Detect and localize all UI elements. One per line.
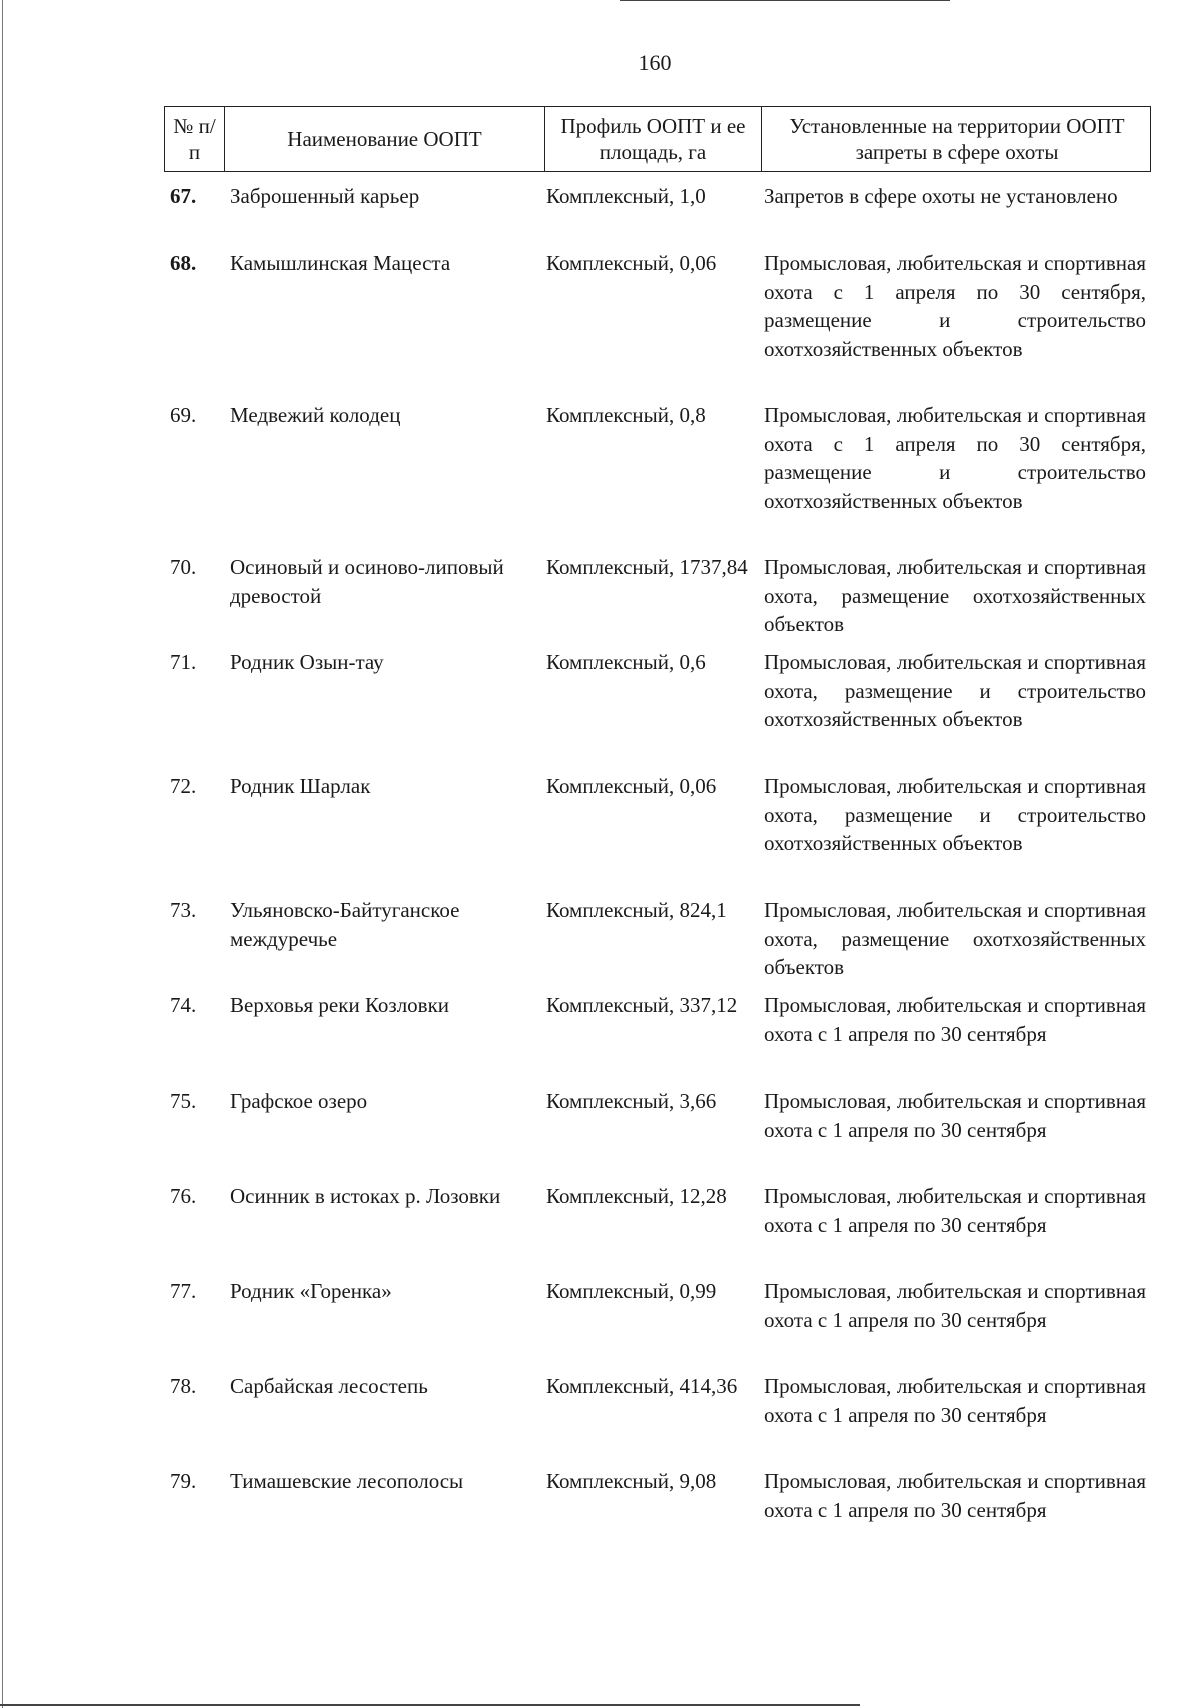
row-name: Ульяновско-Байтуганское междуречье	[230, 898, 460, 951]
row-profile: Комплексный, 0,06	[546, 774, 717, 798]
row-name: Родник Озын-тау	[230, 650, 384, 674]
row-number: 74.	[170, 993, 197, 1017]
row-bans: Промысловая, любительская и спортивная охота с 1 апреля по 30 сентября	[764, 1184, 1146, 1237]
protected-areas-table	[164, 106, 1151, 1522]
row-number: 77.	[170, 1279, 197, 1303]
header-name: Наименование ООПТ	[225, 107, 545, 171]
table-header	[164, 106, 1151, 172]
row-bans: Промысловая, любительская и спортивная охота с 1 апреля по 30 сентября	[764, 1374, 1146, 1427]
row-number: 71.	[170, 650, 197, 674]
row-number: 70.	[170, 555, 197, 579]
row-name: Осиновый и осиново-липовый древостой	[230, 555, 504, 608]
row-bans: Промысловая, любительская и спортивная охота, размещение и строительство охотхозяйственных объектов	[764, 774, 1146, 855]
row-profile: Комплексный, 0,6	[546, 650, 706, 674]
row-bans: Промысловая, любительская и спортивная охота с 1 апреля по 30 сентября, размещение и строительство охотхозяйственных объектов	[764, 403, 1146, 513]
page-number: 160	[638, 50, 672, 75]
row-number: 69.	[170, 403, 197, 427]
row-profile: Комплексный, 9,08	[546, 1469, 717, 1493]
row-name: Сарбайская лесостепь	[230, 1374, 428, 1398]
row-number: 68.	[170, 251, 197, 275]
row-name: Графское озеро	[230, 1089, 368, 1113]
row-name: Медвежий колодец	[230, 403, 401, 427]
row-profile: Комплексный, 337,12	[546, 993, 738, 1017]
row-name: Верховья реки Козловки	[230, 993, 450, 1017]
row-profile: Комплексный, 12,28	[546, 1184, 727, 1208]
scan-edge-top	[620, 0, 950, 1]
row-profile: Комплексный, 0,99	[546, 1279, 717, 1303]
row-profile: Комплексный, 1,0	[546, 184, 706, 208]
row-profile: Комплексный, 824,1	[546, 898, 727, 922]
header-bans: Установленные на территории ООПТ запреты в сфере охоты	[789, 114, 1125, 164]
row-profile: Комплексный, 3,66	[546, 1089, 717, 1113]
row-profile: Комплексный, 414,36	[546, 1374, 738, 1398]
row-bans: Промысловая, любительская и спортивная охота с 1 апреля по 30 сентября, размещение и строительство охотхозяйственных объектов	[764, 251, 1146, 361]
row-number: 79.	[170, 1469, 197, 1493]
row-name: Камышлинская Мацеста	[230, 251, 451, 275]
scan-edge-left	[2, 0, 3, 1708]
row-profile: Комплексный, 1737,84	[546, 555, 748, 579]
row-name: Заброшенный карьер	[230, 184, 420, 208]
row-number: 73.	[170, 898, 197, 922]
row-bans: Промысловая, любительская и спортивная охота с 1 апреля по 30 сентября	[764, 1089, 1146, 1142]
row-profile: Комплексный, 0,8	[546, 403, 706, 427]
row-bans: Промысловая, любительская и спортивная охота, размещение охотхозяйственных объектов	[764, 898, 1146, 979]
row-name: Родник Шарлак	[230, 774, 371, 798]
row-bans: Промысловая, любительская и спортивная охота с 1 апреля по 30 сентября	[764, 993, 1146, 1046]
row-bans: Промысловая, любительская и спортивная охота с 1 апреля по 30 сентября	[764, 1469, 1146, 1522]
scan-edge-bottom	[0, 1704, 860, 1706]
header-number: № п/п	[165, 107, 225, 171]
row-profile: Комплексный, 0,06	[546, 251, 717, 275]
header-profile: Профиль ООПТ и ее площадь, га	[545, 107, 762, 171]
row-number: 76.	[170, 1184, 197, 1208]
row-name: Тимашевские лесополосы	[230, 1469, 464, 1493]
row-name: Осинник в истоках р. Лозовки	[230, 1184, 501, 1208]
row-number: 78.	[170, 1374, 197, 1398]
row-bans: Промысловая, любительская и спортивная охота, размещение охотхозяйственных объектов	[764, 555, 1146, 636]
row-name: Родник «Горенка»	[230, 1279, 392, 1303]
row-number: 67.	[170, 184, 197, 208]
row-bans: Промысловая, любительская и спортивная охота, размещение и строительство охотхозяйственных объектов	[764, 650, 1146, 731]
row-bans: Запретов в сфере охоты не установлено	[764, 184, 1118, 208]
row-number: 72.	[170, 774, 197, 798]
row-number: 75.	[170, 1089, 197, 1113]
row-bans: Промысловая, любительская и спортивная охота с 1 апреля по 30 сентября	[764, 1279, 1146, 1332]
